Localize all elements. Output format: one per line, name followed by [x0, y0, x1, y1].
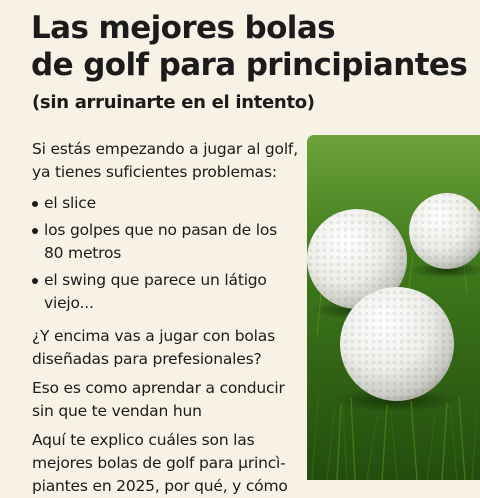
title-line-2: de golf para principiantes [31, 47, 468, 83]
problem-list [32, 192, 300, 315]
title-line-1: Las mejores bolas [31, 10, 336, 46]
list-item: los golpes que no pasan de los 80 metros [32, 219, 300, 265]
golf-balls-image [307, 135, 480, 480]
intro-paragraph: Si estás empezando a jugar al golf, ya tienes suficientes problemas: [32, 140, 298, 181]
question-paragraph: ¿Y encima vas a jugar con bolas diseñadas para prefesionales? [32, 327, 275, 368]
article-body [32, 138, 300, 498]
golf-balls-photo [307, 135, 480, 480]
comparison-paragraph: Eso es como aprendar a conducir sin que te vendan hun [32, 379, 285, 420]
explanation-paragraph: Aquí te explico cuáles son las mejores bolas de golf para µrincì- piantes en 2025, por qué, y cómo [32, 431, 288, 495]
article-subtitle: (sin arruinarte en el intento) [32, 92, 315, 113]
list-item: el swing que parece un látigo viejo... [32, 269, 300, 315]
list-item: el slice [32, 192, 300, 215]
article-title [31, 10, 476, 84]
